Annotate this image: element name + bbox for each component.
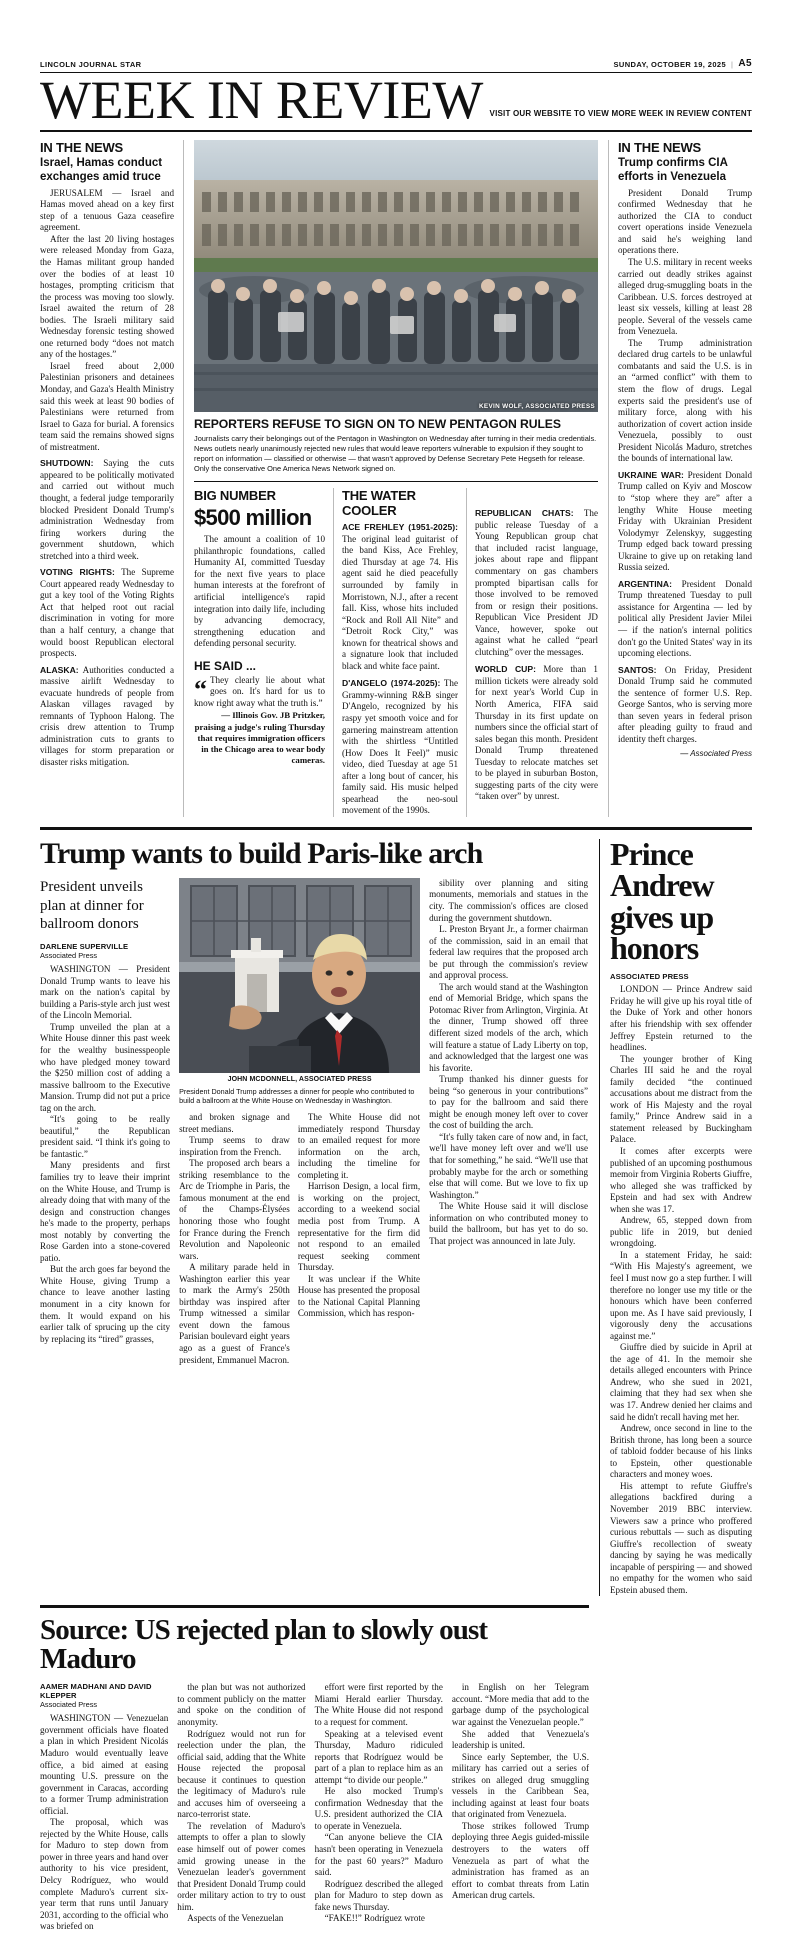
big-number-block: [194, 488, 334, 817]
paragraph: It was unclear if the White House has presented the proposal to the National Capital Planning Commission, which has respon-: [297, 1273, 421, 1319]
prince-headline: Prince Andrew gives up honors: [610, 835, 714, 966]
big-number-amount: $500 million: [194, 505, 312, 531]
right-news-headline: Trump confirms CIA efforts in Venezuela: [618, 157, 728, 183]
maduro-story: [40, 1605, 600, 1932]
website-promo: VISIT OUR WEBSITE TO VIEW MORE WEEK IN REVIEW CONTENT: [489, 109, 752, 119]
water-cooler-block: [334, 488, 467, 817]
brief-item: [40, 458, 174, 562]
paragraph: The White House did not immediately respond Thursday to an emailed request for more information on the arch, including the timeline for completing it.: [297, 1112, 421, 1180]
section-title: WEEK IN REVIEW: [40, 70, 483, 130]
brief-label: VOTING RIGHTS:: [40, 567, 115, 578]
paragraph: the plan but was not authorized to comment publicly on the matter and spoke on the condition of anonymity.: [177, 1682, 306, 1727]
arch-sub-columns: [179, 1112, 420, 1366]
maduro-column-3: [315, 1682, 452, 1932]
top-block: [40, 132, 752, 817]
water-cooler-item: [342, 678, 458, 817]
left-news-headline: Israel, Hamas conduct exchanges amid truce: [40, 157, 163, 183]
paragraph: Andrew, 65, stepped down from public life in 2019, but denied wrongdoing.: [610, 1215, 752, 1249]
brief-label: ALASKA:: [40, 664, 79, 675]
prince-byline: ASSOCIATED PRESS: [610, 972, 689, 982]
photo-caption-headline: REPORTERS REFUSE TO SIGN ON TO NEW PENTAGON RULES: [194, 417, 561, 432]
item-label: ACE FREHLEY (1951-2025):: [342, 522, 458, 533]
paragraph: He also mocked Trump's confirmation Wednesday that the U.S. president authorized the CIA to operate in Venezuela.: [314, 1786, 443, 1831]
brief-text: Authorities conducted a massive airlift Wednesday to evacuate hundreds of people from Alaskan villages ravaged by remnants of Typhoon Halong. The crisis drew attention to Trump administration cuts to grants to villages for storm preparation or disaster risks mitigation.: [40, 664, 174, 767]
paragraph: President Donald Trump confirmed Wednesday that he authorized the CIA to conduct covert operations inside Venezuela and said he's weighing land operations there.: [618, 187, 752, 256]
paragraph: Trump unveiled the plan at a White House dinner this past week for the wealthy businesspeople who have pledged money toward the $250 million cost of adding a massive ballroom to the Executive Mansion. Trump did not put a price tag on the arch.: [40, 1021, 171, 1113]
paragraph: Speaking at a televised event Thursday, Maduro ridiculed reports that Rodríguez would be part of a plan to replace him as an attempt “to divide our people.”: [314, 1728, 443, 1785]
brief-text: On Friday, President Donald Trump said he commuted the sentence of former U.S. Rep. George Santos, who is serving more than seven years in federal prison after pleading guilty to fraud and identity theft charges.: [618, 664, 752, 744]
he-said-attribution: — Illinois Gov. JB Pritzker, praising a judge's ruling Thursday that requires immigration officers in the Chicago area to wear body cameras.: [194, 710, 325, 766]
publication-name: LINCOLN JOURNAL STAR: [40, 60, 142, 69]
arch-byline-org: Associated Press: [40, 951, 98, 961]
section-credit: — Associated Press: [680, 749, 752, 759]
pentagon-photo-art: [194, 140, 598, 412]
paragraph: After the last 20 living hostages were released Monday from Gaza, the Hamas militant group handed over the bodies of at least 10 hostages, prompting criticism that the process was moving too slowly. Israel awaited the return of 28 bodies. The Israeli military said Wednesday forensic testing showed one returned body “does not match any of the hostages.”: [40, 233, 174, 360]
maduro-column-4: [452, 1682, 589, 1932]
brief-item: [40, 567, 174, 659]
folio-separator: |: [731, 60, 734, 69]
maduro-divider-rule: [40, 1605, 589, 1608]
paragraph: The Trump administration declared drug cartels to be unlawful combatants and said the U.S. is in an “armed conflict” with them to stem the flow of drugs. Legal experts said the president's use of military force, along with his authorization of covert action inside Venezuela, possibly to oust President Nicolás Maduro, stretches the bounds of international law.: [618, 337, 752, 464]
pentagon-photo: [194, 140, 598, 412]
water-cooler-kicker: THE WATER COOLER: [342, 488, 416, 519]
water-cooler-item: [475, 508, 598, 658]
he-said-kicker: HE SAID ...: [194, 658, 257, 673]
paragraph: Giuffre died by suicide in April at the age of 41. In the memoir she details alleged encounters with Prince Andrew, who she sued in 2021, claiming that they had sex when she was 17. Andrew denied her claims and said he didn't recall having met her.: [610, 1342, 752, 1422]
folio-right: [613, 58, 752, 69]
paragraph: Rodríguez would not run for reelection under the plan, the official said, adding that the White House rejected the proposal because it continues to question the legitimacy of Maduro's rule and accuses him of overseeing a narco-terrorist state.: [177, 1728, 306, 1820]
quote-text: They clearly lie about what goes on. It's hard for us to know right away what the truth is.”: [194, 674, 325, 708]
paragraph: His attempt to refute Giuffre's allegations backfired during a November 2019 BBC interview. Viewers saw a prince who proffered curious rebuttals — such as disputing Giuffre's recollection of sweaty dancing by saying he was medically incapable of perspiring — and showed no empathy for the women who said Epstein abused them.: [610, 1480, 752, 1595]
water-cooler-item: [342, 522, 458, 672]
paragraph: A military parade held in Washington earlier this year to mark the Army's 250th birthday was inspired after Trump witnessed a similar event down the famous Parisian boulevard eight years ago as a guest of France's president, Emmanuel Macron.: [179, 1262, 290, 1365]
paragraph: But the arch goes far beyond the White House, giving Trump a chance to leave another lasting monument in a city known for them. It would expand on his earlier talk of sprucing up the city by replacing its “tired” grasses,: [40, 1264, 171, 1344]
paragraph: The revelation of Maduro's attempts to offer a plan to slowly ease himself out of power comes amid growing unease in the Venezuelan leader's government that President Donald Trump could order military action to try to oust him.: [177, 1820, 306, 1912]
brief-text: The Supreme Court appeared ready Wednesday to gut a key tool of the Voting Rights Act that helped root out racial discrimination in voting for more than a half century, a change that would boost Republican electoral prospects.: [40, 567, 174, 659]
paragraph: Since early September, the U.S. military has carried out a series of strikes on alleged drug smuggling vessels in the Caribbean Sea, including against at least four boats that originated from Venezuela.: [451, 1751, 589, 1820]
arch-deck: President unveils plan at dinner for ballroom donors: [40, 878, 144, 933]
paragraph: The White House said it will disclose information on who contributed money to build the ballroom, but has yet to do so. That project was announced in late July.: [429, 1201, 588, 1246]
paragraph: “FAKE!!” Rodríguez wrote: [324, 1913, 425, 1924]
item-label: REPUBLICAN CHATS:: [475, 508, 574, 519]
paragraph: The younger brother of King Charles III said he and the royal family decided “the continued accusations about me distract from the work of His Majesty and the royal family,” Prince Andrew said in a statement released by Buckingham Palace.: [610, 1053, 752, 1145]
arch-byline: DARLENE SUPERVILLE: [40, 942, 129, 952]
paragraph: Aspects of the Venezuelan: [187, 1913, 284, 1924]
brief-item: [40, 665, 174, 769]
trump-photo: [179, 878, 420, 1073]
quote-mark-icon: “: [194, 674, 205, 704]
paragraph: The proposed arch bears a striking resemblance to the Arc de Triomphe in Paris, the famous monument at the end of the Champs-Élysées honoring those who fought for France during the French Revolution and Napoleonic wars.: [179, 1158, 290, 1261]
right-news-kicker: IN THE NEWS: [618, 140, 702, 156]
item-label: WORLD CUP:: [475, 664, 536, 675]
paragraph: The arch would stand at the Washington end of Memorial Bridge, which spans the Potomac River from Arlington, Virginia. At the dinner, Trump showed off three different sized models of the arch, which will feature a statue of Lady Liberty on top, and acknowledged that the largest one was his favorite.: [429, 981, 588, 1073]
folio-bar: [40, 0, 752, 73]
he-said-quote: [194, 675, 325, 710]
paragraph: WASHINGTON — Venezuelan government officials have floated a plan in which President Nicolás Maduro would eventually leave office, a bid aimed at easing mounting U.S. pressure on the government in Caracas, according to a former Trump administration official.: [40, 1713, 169, 1816]
left-news-column: [40, 140, 184, 817]
paragraph: sibility over planning and siting monuments, memorials and statues in the city. The commission's offices are closed during the government shutdown.: [429, 877, 588, 923]
second-package: [40, 830, 752, 1596]
trump-photo-caption: President Donald Trump addresses a dinner for people who contributed to build a ballroom at the White House on Wednesday in Washington.: [179, 1086, 415, 1106]
water-cooler-block-2: [467, 488, 598, 817]
water-cooler-item: [475, 664, 598, 803]
divider-rule: [194, 481, 598, 482]
arch-photo-column: [179, 878, 429, 1366]
arch-column-1: [40, 878, 179, 1366]
paragraph: “It's fully taken care of now and, in fact, we'll have money left over and we'll use that for something,” he said. “We'll use that probably maybe for the arch or something else that will come. But we love to fix up Washington.”: [429, 1131, 588, 1200]
maduro-byline-org: Associated Press: [40, 1700, 98, 1710]
brief-text: Saying the cuts appeared to be politically motivated and carried out without much thought, a federal judge temporarily blocked President Donald Trump's administration Wednesday from firing workers during the government shutdown, which stretched into a third week.: [40, 458, 174, 561]
paragraph: LONDON — Prince Andrew said Friday he will give up his royal title of the Duke of York and other honors after his friendship with sex offender Jeffrey Epstein returned to the headlines.: [610, 984, 752, 1053]
left-news-kicker: IN THE NEWS: [40, 140, 124, 156]
right-news-column: [608, 140, 752, 817]
item-text: The original lead guitarist of the band Kiss, Ace Frehley, died Thursday at age 74. His agent said he died peacefully surrounded by family in Morristown, N.J., after a recent fall. Kiss, whose hits included “Rock and Roll All Nite” and “Detroit Rock City,” was known for theatrical shows and a signature look that included black and white face paint.: [342, 533, 458, 671]
paragraph: Those strikes followed Trump deploying three Aegis guided-missile destroyers to the waters off Venezuela as part of what the administration has framed as an effort to combat threats from Latin American drug cartels.: [451, 1820, 589, 1901]
photo-credit: KEVIN WOLF, ASSOCIATED PRESS: [479, 403, 595, 411]
paragraph: “Can anyone believe the CIA hasn't been operating in Venezuela for the past 60 years?” Maduro said.: [314, 1832, 443, 1878]
brief-item: [618, 470, 752, 574]
paragraph: “It's going to be really beautiful,” the Republican president said. “I think it's going to be fantastic.”: [40, 1114, 171, 1159]
paragraph: WASHINGTON — President Donald Trump wants to leave his mark on the nation's capital by building a Paris-style arch just west of the Lincoln Memorial.: [40, 964, 171, 1021]
paragraph: The proposal, which was rejected by the White House, calls for Maduro to step down from power in three years and hand over authority to his vice president, Delcy Rodríguez, who would complete Maduro's current six-year term that runs until January 2031, according to the official who was briefed on: [40, 1817, 169, 1932]
brief-label: ARGENTINA:: [618, 578, 672, 589]
paragraph: Harrison Design, a local firm, is working on the project, according to a weekend social media post from Trump. A representative for the firm did not respond to an emailed request seeking comment Thursday.: [297, 1181, 421, 1273]
paragraph: effort were first reported by the Miami Herald earlier Thursday. The White House did not respond to a request for comment.: [314, 1682, 443, 1727]
paragraph: Trump thanked his dinner guests for being “so generous in your contributions” to pay for the ballroom and said there might be enough money left over to cover the cost of building the arch.: [429, 1074, 588, 1131]
paragraph: She added that Venezuela's leadership is united.: [451, 1728, 589, 1751]
paragraph: L. Preston Bryant Jr., a former chairman of the commission, said in an email that federal law requires that the proposed arch be put through the commission's review and approval process.: [429, 924, 588, 981]
paragraph: Trump seems to draw inspiration from the French.: [179, 1135, 290, 1157]
arch-headline: Trump wants to build Paris-like arch: [40, 836, 483, 870]
paragraph: The U.S. military in recent weeks carried out deadly strikes against alleged drug-smuggling boats in the Caribbean. U.S. forces destroyed at least six vessels, killing at least 28 people. Several of the vessels came from Venezuela.: [618, 257, 752, 337]
center-feature-column: [184, 140, 608, 817]
arch-grid: [40, 878, 588, 1366]
big-number-kicker: BIG NUMBER: [194, 488, 276, 504]
paragraph: in English on her Telegram account. “More media that add to the garbage dump of the psychological war against the Venezuelan people.”: [451, 1682, 589, 1727]
features-row: [194, 488, 598, 817]
big-number-text: The amount a coalition of 10 philanthropic foundations, called Humanity AI, committed Tuesday for the next five years to place human interests at the forefront of artificial intelligence's rapid integration into daily life, including by advancing democracy, strengthening education and defending personal security.: [194, 534, 325, 649]
brief-item: [618, 579, 752, 660]
maduro-byline: AAMER MADHANI AND DAVID KLEPPER: [40, 1682, 152, 1701]
issue-date: SUNDAY, OCTOBER 19, 2025: [613, 60, 727, 69]
section-flag: [40, 70, 752, 130]
trump-photo-art: [179, 878, 420, 1073]
paragraph: It comes after excerpts were published of an upcoming posthumous memoir from Virginia Roberts Giuffre, who alleged she was trafficked by Epstein and had sex with Andrew when she was 17.: [610, 1146, 752, 1214]
paragraph: and broken signage and street medians.: [179, 1112, 290, 1134]
paragraph: Rodríguez described the alleged plan for Maduro to step down as fake news Thursday.: [314, 1878, 443, 1912]
maduro-column-1: [40, 1682, 177, 1932]
paragraph: Andrew, once second in line to the British throne, has long been a source of tabloid fodder because of his links to Epstein, other questionable characters and money woes.: [610, 1423, 752, 1480]
arch-column-2: [179, 1112, 298, 1366]
arch-column-3: [298, 1112, 420, 1366]
item-text: The public release Tuesday of a Young Republican group chat that included racist language, jokes about rape and flippant commentary on gas chambers prompted bipartisan calls for those involved to be removed from or resign their positions. Republican Vice President JD Vance, however, spoke out against what he called “pearl clutching” over the messages.: [475, 508, 598, 657]
maduro-column-2: [177, 1682, 314, 1932]
brief-text: President Donald Trump threatened Tuesday to pull assistance for Argentina — led by political ally President Javier Milei — if the nation's internal politics don't go the United States' way in its upcoming elections.: [618, 578, 752, 659]
item-text: More than 1 million tickets were already sold for next year's World Cup in North America, FIFA said Thursday in its first update on numbers since the official start of sales began this month. President Donald Trump threatened Tuesday to relocate matches set to be played in suburban Boston, suggesting parts of the city were “taken over” by unrest.: [475, 664, 598, 802]
paragraph: Israel freed about 2,000 Palestinian prisoners and detainees Monday, and Gaza's Health Ministry said this week at least 90 bodies of Palestinians were returned from Israel to Gaza for burial. A forensics team said the remains showed signs of mistreatment.: [40, 360, 174, 452]
brief-label: SANTOS:: [618, 664, 657, 675]
item-text: The Grammy-winning R&B singer D'Angelo, recognized by his raspy yet smooth voice and for garnering mainstream attention with the shirtless “Untitled (How Does It Feel)” music video, died Tuesday at age 51 after a long bout of cancer, his family said. His music helped spearhead the neo-soul movement of the 1990s.: [342, 678, 458, 816]
maduro-headline: Source: US rejected plan to slowly oust Maduro: [40, 1614, 488, 1676]
brief-text: President Donald Trump called on Kyiv and Moscow to “stop where they are” after a lengthy White House meeting Friday with Ukrainian President Volodymyr Zelenskyy, suggesting Trump edged back toward pressing Ukraine to give up on retaking land Russia seized.: [618, 469, 753, 573]
brief-label: SHUTDOWN:: [40, 458, 94, 469]
item-label: D'ANGELO (1974-2025):: [342, 678, 441, 689]
brief-item: [618, 665, 752, 746]
paragraph: Many presidents and first families try to leave their imprint on the White House, and Trump is already doing that with many of the design and construction changes he's made to the property, perhaps most notably by converting the Rose Garden into a stone-covered patio.: [40, 1160, 171, 1263]
arch-story: [40, 836, 600, 1596]
photo-caption-body: Journalists carry their belongings out of the Pentagon in Washington on Wednesday after turning in their media credentials. News outlets nearly unanimously rejected new rules that would leave reporters vulnerable to expulsion if they sought to report on information — classified or otherwise — that wasn't approved by Defense Secretary Pete Hegseth for release. Only the conservative One America News Network signed on.: [194, 434, 597, 474]
prince-story: [600, 835, 752, 1596]
arch-column-4: [429, 878, 588, 1366]
trump-photo-credit: JOHN MCDONNELL, ASSOCIATED PRESS: [227, 1075, 372, 1083]
paragraph: In a statement Friday, he said: “With His Majesty's agreement, we feel I must now go a step further. I will therefore no longer use my title or the honours which have been conferred upon me. As I have said previously, I vigorously deny the accusations against me.”: [610, 1249, 752, 1341]
maduro-grid: [40, 1682, 589, 1932]
brief-label: UKRAINE WAR:: [618, 469, 684, 480]
page-number: A5: [738, 58, 752, 69]
paragraph: JERUSALEM — Israel and Hamas moved ahead on a key first step of a tenuous Gaza ceasefire agreement.: [40, 187, 174, 233]
